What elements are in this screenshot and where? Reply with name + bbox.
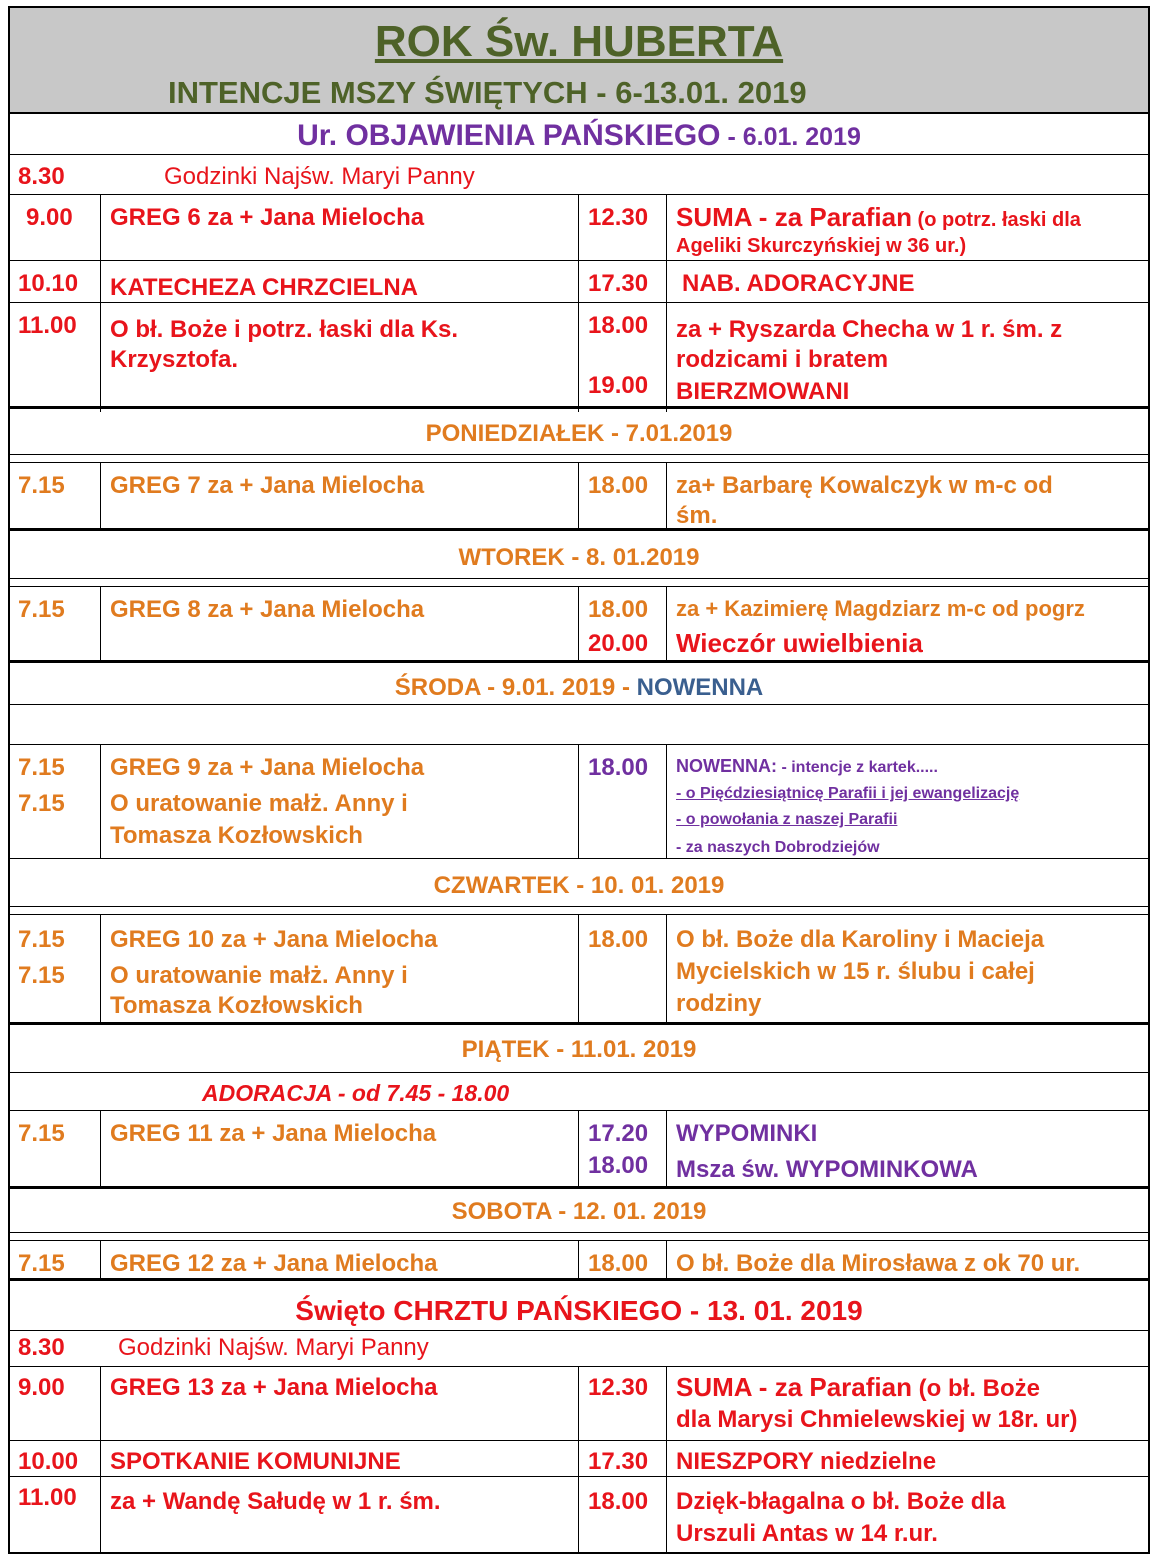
sunday1-r2-text1: KATECHEZA CHRZCIELNA bbox=[110, 274, 418, 301]
sunday2-godzinki-time: 8.30 bbox=[18, 1334, 65, 1361]
saturday-text2: O bł. Boże dla Mirosława z ok 70 ur. bbox=[676, 1250, 1081, 1277]
sunday2-r1-time2: 12.30 bbox=[588, 1374, 649, 1401]
wednesday-nowenna-line1: - o Pięćdziesiątnicę Parafii i jej ewangelizację bbox=[676, 785, 1020, 802]
wednesday-nowenna-line2: - o powołania z naszej Parafii bbox=[676, 811, 898, 828]
sunday1-heading: Ur. OBJAWIENIA PAŃSKIEGO - 6.01. 2019 bbox=[297, 119, 861, 152]
sunday2-r3-text2a: Dzięk-błagalna o bł. Boże dla bbox=[676, 1488, 1006, 1515]
tuesday-time2: 18.00 bbox=[588, 596, 649, 623]
thursday-text2b: Tomasza Kozłowskich bbox=[110, 992, 363, 1019]
friday-time2: 17.20 bbox=[588, 1120, 649, 1147]
sunday1-r3-text1b: Krzysztofa. bbox=[110, 346, 239, 373]
sunday1-r3-text2b: rodzicami i bratem bbox=[676, 346, 889, 373]
friday-heading: PIĄTEK - 11.01. 2019 bbox=[461, 1036, 697, 1063]
sunday1-r1-text2b: Ageliki Skurczyńskiej w 36 ur.) bbox=[676, 235, 967, 257]
wednesday-time3: 18.00 bbox=[588, 754, 649, 781]
sunday2-heading: Święto CHRZTU PAŃSKIEGO - 13. 01. 2019 bbox=[295, 1295, 863, 1326]
wednesday-time2: 7.15 bbox=[18, 790, 65, 817]
sunday2-r1-text2: SUMA - za Parafian (o bł. Boże bbox=[676, 1372, 1040, 1402]
sunday1-r2-time1: 10.10 bbox=[18, 270, 79, 297]
sunday2-r2-time1: 10.00 bbox=[18, 1448, 79, 1475]
sunday1-r3-time3: 19.00 bbox=[588, 372, 649, 399]
thursday-heading: CZWARTEK - 10. 01. 2019 bbox=[433, 872, 725, 899]
thursday-time2: 7.15 bbox=[18, 962, 65, 989]
page-title: ROK Św. HUBERTA bbox=[374, 17, 784, 66]
saturday-text1: GREG 12 za + Jana Mielocha bbox=[110, 1250, 438, 1277]
thursday-text3b: Mycielskich w 15 r. ślubu i całej bbox=[676, 958, 1035, 985]
tuesday-time3: 20.00 bbox=[588, 630, 649, 657]
thursday-time3: 18.00 bbox=[588, 926, 649, 953]
sunday2-r1-text1: GREG 13 za + Jana Mielocha bbox=[110, 1374, 438, 1401]
wednesday-heading: ŚRODA - 9.01. 2019 - NOWENNA bbox=[394, 674, 764, 701]
wednesday-text2b: Tomasza Kozłowskich bbox=[110, 822, 363, 849]
schedule-frame bbox=[8, 6, 1150, 1554]
sunday1-godzinki-text: Godzinki Najśw. Maryi Panny bbox=[164, 163, 475, 190]
friday-text3: Msza św. WYPOMINKOWA bbox=[676, 1156, 978, 1183]
sunday1-r1-text2: SUMA - za Parafian (o potrz. łaski dla bbox=[676, 202, 1081, 232]
sunday1-r2-time2: 17.30 bbox=[588, 270, 649, 297]
thursday-text2a: O uratowanie małż. Anny i bbox=[110, 962, 408, 989]
sunday2-r3-text1: za + Wandę Sałudę w 1 r. śm. bbox=[110, 1488, 441, 1515]
sunday1-r1-time1: 9.00 bbox=[26, 204, 73, 231]
sunday1-r1-time2: 12.30 bbox=[588, 204, 649, 231]
sunday2-r1-text2b: dla Marysi Chmielewskiej w 18r. ur) bbox=[676, 1406, 1078, 1433]
sunday2-r2-text1: SPOTKANIE KOMUNIJNE bbox=[110, 1448, 401, 1475]
wednesday-text2a: O uratowanie małż. Anny i bbox=[110, 790, 408, 817]
sunday2-r3-text2b: Urszuli Antas w 14 r.ur. bbox=[676, 1520, 938, 1547]
monday-heading: PONIEDZIAŁEK - 7.01.2019 bbox=[425, 420, 733, 447]
sunday1-r3-text2a: za + Ryszarda Checha w 1 r. śm. z bbox=[676, 316, 1063, 343]
sunday2-godzinki-text: Godzinki Najśw. Maryi Panny bbox=[118, 1334, 429, 1361]
sunday1-r2-text2: NAB. ADORACYJNE bbox=[682, 270, 915, 297]
tuesday-text1: GREG 8 za + Jana Mielocha bbox=[110, 596, 425, 623]
sunday1-r3-time2: 18.00 bbox=[588, 312, 649, 339]
friday-text1: GREG 11 za + Jana Mielocha bbox=[110, 1120, 437, 1147]
wednesday-time1: 7.15 bbox=[18, 754, 65, 781]
friday-time1: 7.15 bbox=[18, 1120, 65, 1147]
sunday2-r1-time1: 9.00 bbox=[18, 1374, 65, 1401]
monday-time1: 7.15 bbox=[18, 472, 65, 499]
thursday-text3a: O bł. Boże dla Karoliny i Macieja bbox=[676, 926, 1045, 953]
tuesday-text3: Wieczór uwielbienia bbox=[676, 628, 923, 658]
wednesday-nowenna-line3: - za naszych Dobrodziejów bbox=[676, 839, 880, 856]
page-subtitle: INTENCJE MSZY ŚWIĘTYCH - 6-13.01. 2019 bbox=[168, 75, 807, 110]
wednesday-nowenna-head: NOWENNA: - intencje z kartek..... bbox=[676, 756, 938, 776]
tuesday-text2: za + Kazimierę Magdziarz m-c od pogrz bbox=[676, 596, 1085, 621]
saturday-heading: SOBOTA - 12. 01. 2019 bbox=[451, 1198, 707, 1225]
wednesday-text1: GREG 9 za + Jana Mielocha bbox=[110, 754, 425, 781]
monday-text1: GREG 7 za + Jana Mielocha bbox=[110, 472, 425, 499]
thursday-time1: 7.15 bbox=[18, 926, 65, 953]
sunday2-r2-text2: NIESZPORY niedzielne bbox=[676, 1448, 937, 1475]
tuesday-time1: 7.15 bbox=[18, 596, 65, 623]
friday-time3: 18.00 bbox=[588, 1152, 649, 1179]
sunday1-r3-time1: 11.00 bbox=[18, 312, 77, 339]
saturday-time1: 7.15 bbox=[18, 1250, 65, 1277]
sunday1-r1-text1: GREG 6 za + Jana Mielocha bbox=[110, 204, 425, 231]
thursday-text3c: rodziny bbox=[676, 990, 762, 1017]
sunday2-r3-time1: 11.00 bbox=[18, 1484, 77, 1511]
sunday1-r3-text3: BIERZMOWANI bbox=[676, 378, 850, 405]
monday-text2b: śm. bbox=[676, 502, 718, 529]
sunday2-r3-time2: 18.00 bbox=[588, 1488, 649, 1515]
friday-text2: WYPOMINKI bbox=[676, 1120, 818, 1147]
sunday2-r2-time2: 17.30 bbox=[588, 1448, 649, 1475]
sunday1-godzinki-time: 8.30 bbox=[18, 163, 65, 190]
friday-adoracja: ADORACJA - od 7.45 - 18.00 bbox=[202, 1080, 510, 1106]
thursday-text1: GREG 10 za + Jana Mielocha bbox=[110, 926, 438, 953]
tuesday-heading: WTOREK - 8. 01.2019 bbox=[458, 544, 700, 571]
monday-text2a: za+ Barbarę Kowalczyk w m-c od bbox=[676, 472, 1053, 499]
saturday-time2: 18.00 bbox=[588, 1250, 649, 1277]
sunday1-r3-text1a: O bł. Boże i potrz. łaski dla Ks. bbox=[110, 316, 459, 343]
monday-time2: 18.00 bbox=[588, 472, 649, 499]
